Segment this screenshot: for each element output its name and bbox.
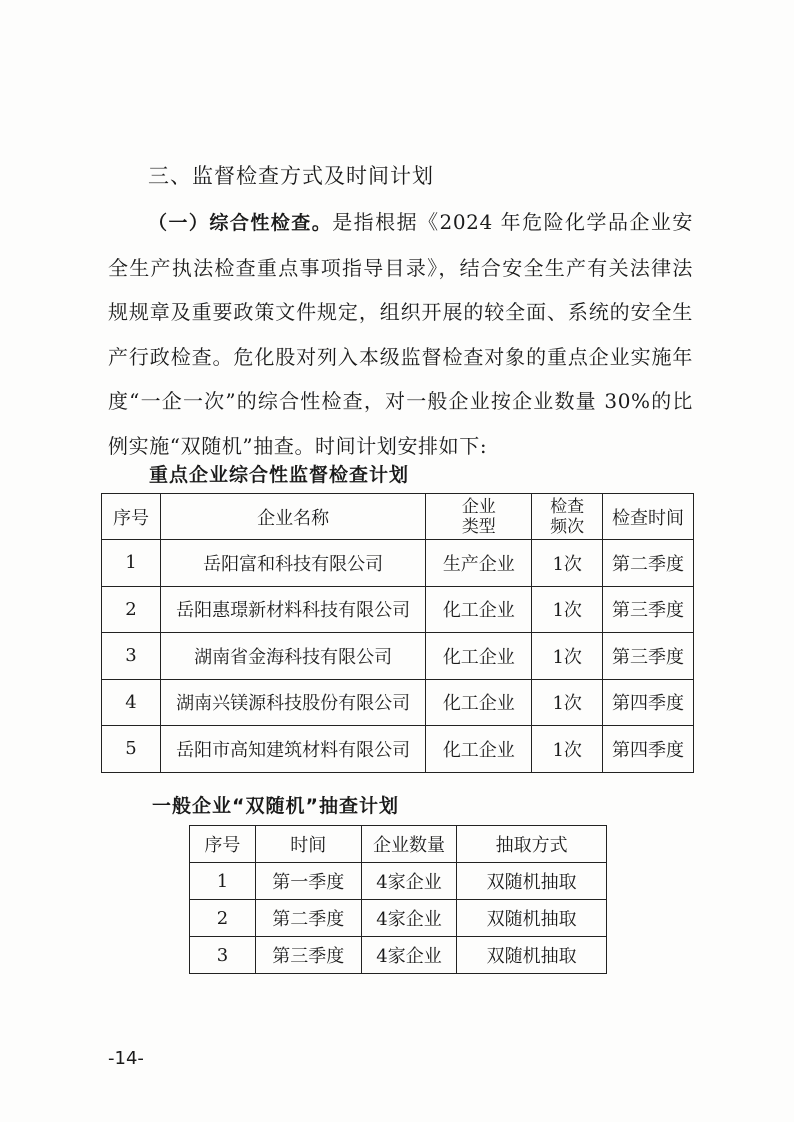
cell-frequency: 1次	[532, 726, 603, 773]
cell-company: 湖南兴镁源科技股份有限公司	[160, 679, 426, 726]
body-paragraph	[108, 200, 693, 468]
cell-index: 3	[190, 937, 256, 974]
cell-type: 化工企业	[426, 726, 532, 773]
table-row	[190, 863, 607, 900]
table-header-row	[102, 494, 694, 540]
cell-time: 第三季度	[255, 937, 361, 974]
cell-company: 湖南省金海科技有限公司	[160, 633, 426, 680]
cell-company: 岳阳市高知建筑材料有限公司	[160, 726, 426, 773]
header-cell: 抽取方式	[457, 826, 607, 863]
table1-caption: 重点企业综合性监督检查计划	[149, 464, 410, 486]
key-enterprise-plan-table	[101, 493, 694, 773]
cell-index: 4	[102, 679, 161, 726]
cell-index: 1	[102, 540, 161, 587]
header-cell: 检查 频次	[532, 494, 603, 540]
cell-frequency: 1次	[532, 540, 603, 587]
header-cell: 检查时间	[603, 494, 694, 540]
cell-index: 1	[190, 863, 256, 900]
table-row	[102, 679, 694, 726]
cell-time: 第三季度	[603, 586, 694, 633]
table-header-row	[190, 826, 607, 863]
cell-time: 第二季度	[603, 540, 694, 587]
cell-company: 岳阳富和科技有限公司	[160, 540, 426, 587]
cell-time: 第四季度	[603, 679, 694, 726]
random-inspection-plan-table	[189, 825, 607, 974]
table-row	[190, 937, 607, 974]
cell-method: 双随机抽取	[457, 863, 607, 900]
cell-type: 生产企业	[426, 540, 532, 587]
cell-time: 第三季度	[603, 633, 694, 680]
header-cell: 序号	[190, 826, 256, 863]
cell-method: 双随机抽取	[457, 900, 607, 937]
cell-frequency: 1次	[532, 679, 603, 726]
cell-time: 第四季度	[603, 726, 694, 773]
table2-caption: 一般企业“双随机”抽查计划	[152, 795, 399, 817]
cell-company: 岳阳惠璟新材料科技有限公司	[160, 586, 426, 633]
header-cell: 企业名称	[160, 494, 426, 540]
cell-frequency: 1次	[532, 586, 603, 633]
cell-type: 化工企业	[426, 586, 532, 633]
table-row	[102, 540, 694, 587]
section-heading: 三、监督检查方式及时间计划	[148, 164, 434, 188]
cell-count: 4家企业	[361, 863, 457, 900]
cell-method: 双随机抽取	[457, 937, 607, 974]
cell-index: 2	[190, 900, 256, 937]
paragraph-body: 是指根据《2024 年危险化学品企业安全生产执法检查重点事项指导目录》，结合安全生产有关法律法规规章及重要政策文件规定，组织开展的较全面、系统的安全生产行政检查。危化股对列入本级监督检查对象的重点企业实施年度“一企一次”的综合性检查，对一般企业按企业数量 30%的比例实施“双随机”抽查。时间计划安排如下:	[108, 210, 693, 458]
table-row	[190, 900, 607, 937]
header-cell: 企业 类型	[426, 494, 532, 540]
cell-count: 4家企业	[361, 937, 457, 974]
table-row	[102, 586, 694, 633]
header-cell: 序号	[102, 494, 161, 540]
page-number: -14-	[108, 1048, 144, 1069]
paragraph-lead: （一）综合性检查。	[148, 212, 333, 234]
cell-count: 4家企业	[361, 900, 457, 937]
cell-index: 2	[102, 586, 161, 633]
cell-type: 化工企业	[426, 679, 532, 726]
table-row	[102, 726, 694, 773]
cell-frequency: 1次	[532, 633, 603, 680]
cell-index: 3	[102, 633, 161, 680]
cell-index: 5	[102, 726, 161, 773]
cell-type: 化工企业	[426, 633, 532, 680]
cell-time: 第二季度	[255, 900, 361, 937]
table-row	[102, 633, 694, 680]
header-cell: 时间	[255, 826, 361, 863]
cell-time: 第一季度	[255, 863, 361, 900]
header-cell: 企业数量	[361, 826, 457, 863]
